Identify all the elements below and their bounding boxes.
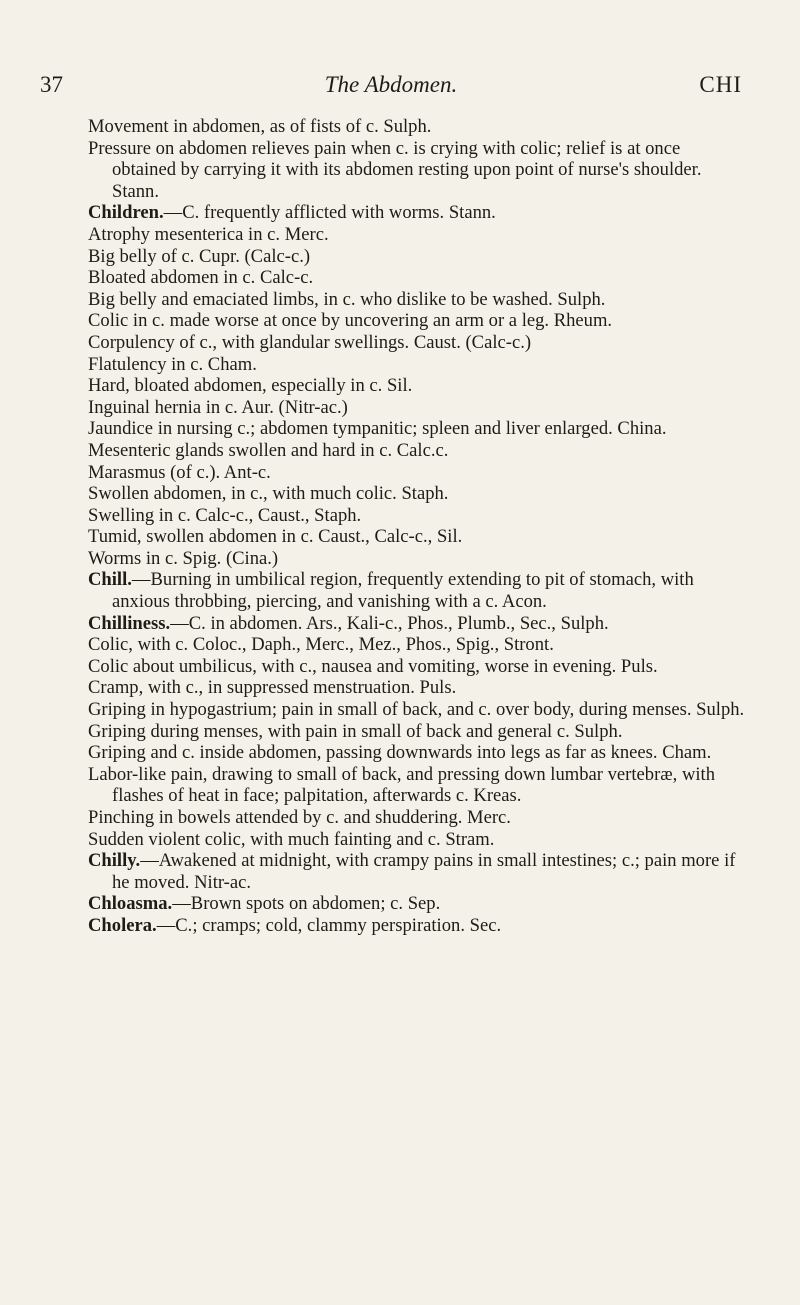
rubric-heading: Chill. <box>88 569 132 591</box>
symptom-entry <box>88 440 748 462</box>
symptom-entry <box>88 699 748 721</box>
entry-text: Bloated abdomen in c. Calc-c. <box>88 267 314 289</box>
entry-text: Cramp, with c., in suppressed menstruation. Puls. <box>88 677 457 699</box>
entry-text: Tumid, swollen abdomen in c. Caust., Calc-c., Sil. <box>88 526 463 548</box>
symptom-entry <box>88 224 748 246</box>
rubric-entry <box>88 613 748 635</box>
entry-text: Griping during menses, with pain in small of back and general c. Sulph. <box>88 720 623 742</box>
symptom-entry <box>88 332 748 354</box>
entry-text: Colic about umbilicus, with c., nausea and vomiting, worse in evening. Puls. <box>88 655 658 677</box>
symptom-entry <box>88 829 748 851</box>
rubric-heading: Cholera. <box>88 914 157 936</box>
running-header <box>40 72 742 102</box>
entry-text: —C.; cramps; cold, clammy perspiration. Sec. <box>156 914 502 936</box>
entry-text: Griping in hypogastrium; pain in small of back, and c. over body, during menses. Sulph. <box>88 699 745 721</box>
symptom-entry <box>88 742 748 764</box>
entry-text: —Burning in umbilical region, frequently extending to pit of stomach, with anxious throbbing, piercing, and vanishing with a c. Acon. <box>112 569 694 613</box>
entry-text: —Brown spots on abdomen; c. Sep. <box>172 893 441 915</box>
symptom-entry <box>88 807 748 829</box>
symptom-entry <box>88 418 748 440</box>
symptom-entry <box>88 656 748 678</box>
symptom-entry <box>88 397 748 419</box>
entry-text: Mesenteric glands swollen and hard in c. Calc.c. <box>88 439 449 461</box>
symptom-entry <box>88 289 748 311</box>
entry-text: Hard, bloated abdomen, especially in c. Sil. <box>88 375 413 397</box>
entry-text: Inguinal hernia in c. Aur. (Nitr-ac.) <box>88 396 348 418</box>
symptom-entry <box>88 267 748 289</box>
chapter-title: The Abdomen. <box>324 72 458 97</box>
entry-text: Movement in abdomen, as of fists of c. Sulph. <box>88 116 432 137</box>
symptom-entry <box>88 721 748 743</box>
symptom-entry <box>88 764 748 807</box>
entry-text: Flatulency in c. Cham. <box>88 353 257 375</box>
entry-text: Sudden violent colic, with much fainting and c. Stram. <box>88 828 495 850</box>
entry-text: Griping and c. inside abdomen, passing downwards into legs as far as knees. Cham. <box>88 742 712 764</box>
symptom-entry <box>88 462 748 484</box>
section-key: CHI <box>699 72 742 97</box>
entry-text: Jaundice in nursing c.; abdomen tympanitic; spleen and liver enlarged. China. <box>88 418 667 440</box>
symptom-entry <box>88 246 748 268</box>
symptom-entry <box>88 310 748 332</box>
rubric-entry <box>88 850 748 893</box>
rubric-heading: Children. <box>88 202 164 224</box>
symptom-entry <box>88 116 748 138</box>
entry-text: Pressure on abdomen relieves pain when c. is crying with colic; relief is at once obtained by carrying it with its abdomen resting upon point of nurse's shoulder. Stann. <box>88 137 702 202</box>
symptom-entry <box>88 505 748 527</box>
entry-text: Swollen abdomen, in c., with much colic. Staph. <box>88 483 449 505</box>
entry-text: Colic in c. made worse at once by uncovering an arm or a leg. Rheum. <box>88 310 613 332</box>
repertory-entries <box>88 116 748 937</box>
page-number: 37 <box>40 72 63 97</box>
symptom-entry <box>88 634 748 656</box>
rubric-heading: Chloasma. <box>88 893 173 915</box>
entry-text: Big belly and emaciated limbs, in c. who dislike to be washed. Sulph. <box>88 288 606 310</box>
rubric-heading: Chilliness. <box>88 612 171 634</box>
entry-text: Marasmus (of c.). Ant-c. <box>88 461 271 483</box>
symptom-entry <box>88 354 748 376</box>
entry-text: Atrophy mesenterica in c. Merc. <box>88 223 329 245</box>
entry-text: —C. frequently afflicted with worms. Stann. <box>163 202 496 224</box>
entry-text: Labor-like pain, drawing to small of back, and pressing down lumbar vertebræ, with flashes of heat in face; palpitation, afterwards c. Kreas. <box>88 763 716 807</box>
symptom-entry <box>88 138 748 203</box>
entry-text: Corpulency of c., with glandular swellings. Caust. (Calc-c.) <box>88 331 532 353</box>
symptom-entry <box>88 548 748 570</box>
entry-text: Big belly of c. Cupr. (Calc-c.) <box>88 245 311 267</box>
entry-text: —C. in abdomen. Ars., Kali-c., Phos., Plumb., Sec., Sulph. <box>170 612 609 634</box>
rubric-entry <box>88 915 748 937</box>
symptom-entry <box>88 375 748 397</box>
entry-text: Pinching in bowels attended by c. and shuddering. Merc. <box>88 807 511 828</box>
entry-text: Colic, with c. Coloc., Daph., Merc., Mez., Phos., Spig., Stront. <box>88 634 554 656</box>
symptom-entry <box>88 526 748 548</box>
symptom-entry <box>88 677 748 699</box>
rubric-entry <box>88 893 748 915</box>
entry-text: —Awakened at midnight, with crampy pains in small intestines; c.; pain more if he moved. Nitr-ac. <box>112 850 736 893</box>
symptom-entry <box>88 483 748 505</box>
rubric-entry <box>88 569 748 612</box>
rubric-heading: Chilly. <box>88 850 141 872</box>
entry-text: Worms in c. Spig. (Cina.) <box>88 547 279 569</box>
rubric-entry <box>88 202 748 224</box>
entry-text: Swelling in c. Calc-c., Caust., Staph. <box>88 504 362 526</box>
